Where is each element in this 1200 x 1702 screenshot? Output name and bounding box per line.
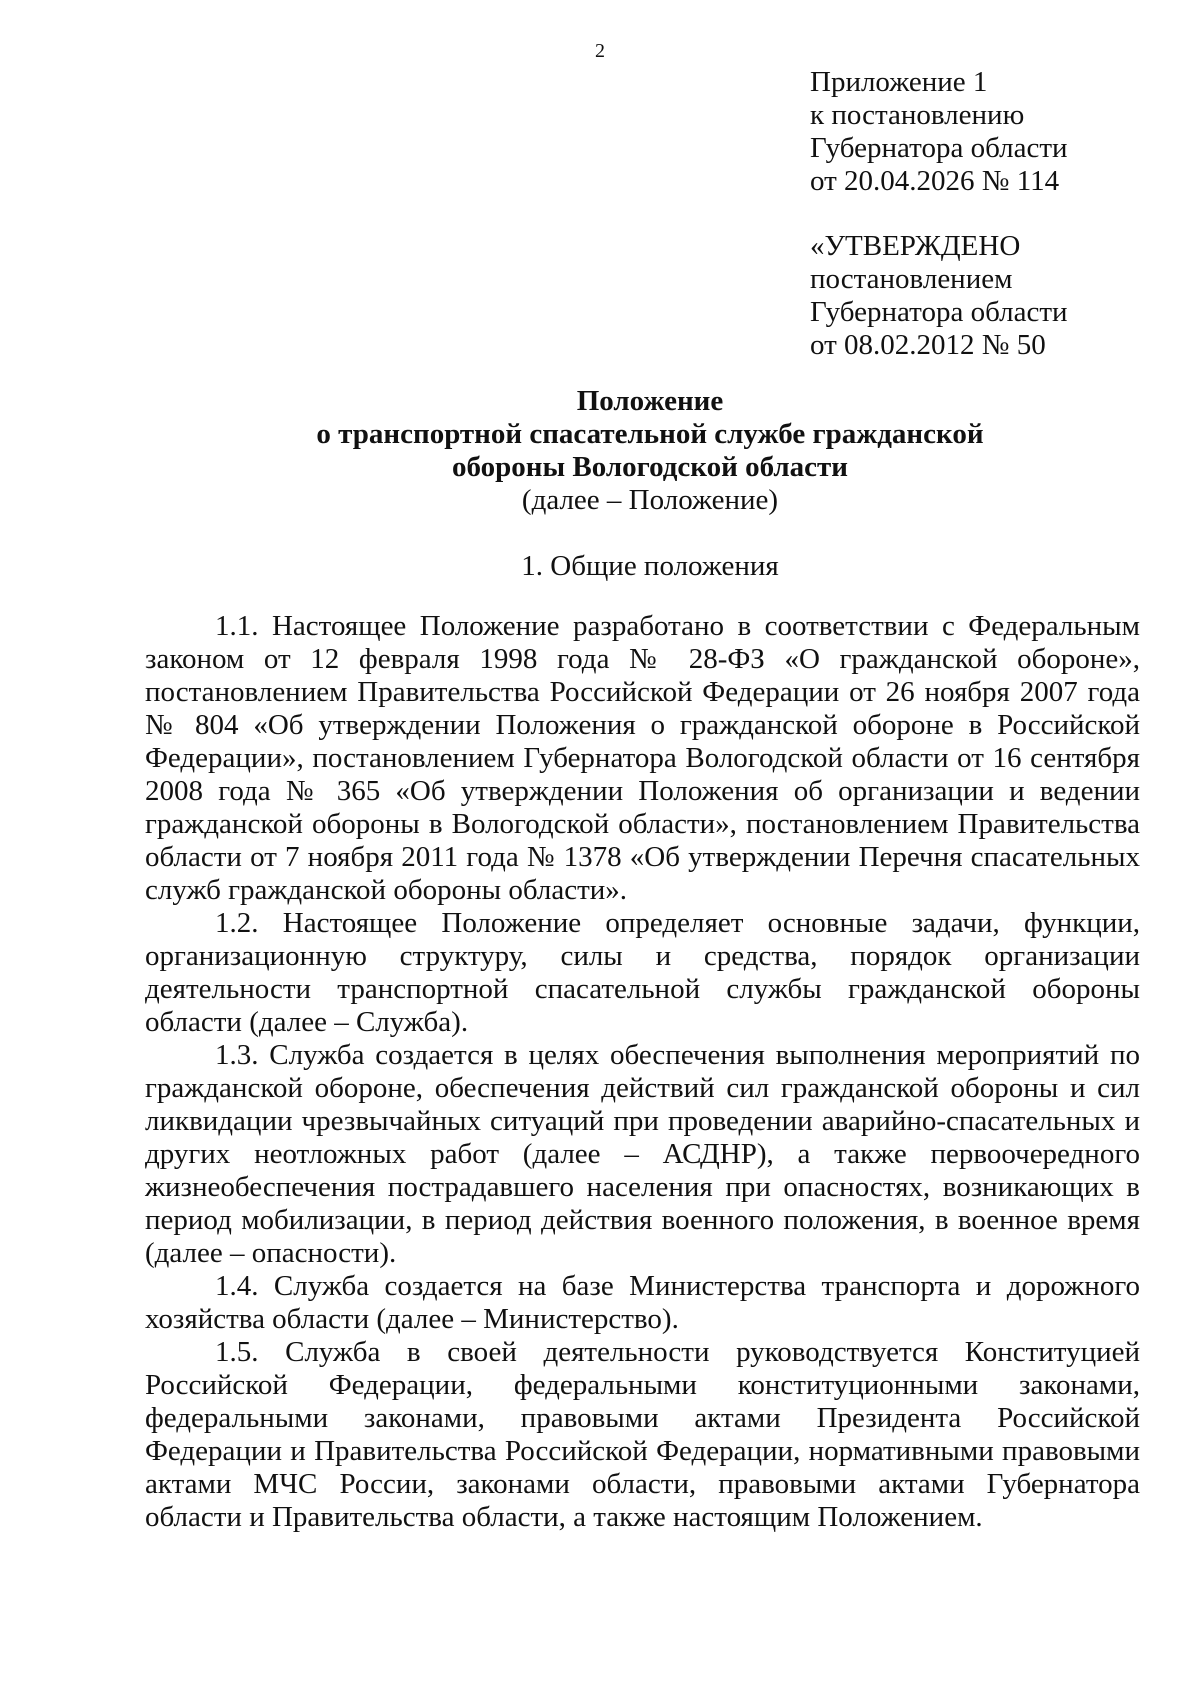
appendix-line: Губернатора области (810, 132, 1068, 164)
paragraph: 1.2. Настоящее Положение определяет основные задачи, функции, организационную структуру, силы и средства, порядок организации деятельности транспортной спасательной службы гражданской обороны области (далее – Служба). (145, 907, 1140, 1038)
title-line: Положение (576, 385, 724, 417)
approved-block (810, 230, 1068, 362)
title-line: обороны Вологодской области (452, 451, 848, 483)
title-line: о транспортной спасательной службе гражданской (316, 418, 984, 450)
appendix-line: от 20.04.2026 № 114 (810, 165, 1060, 197)
paragraph: 1.1. Настоящее Положение разработано в соответствии с Федеральным законом от 12 февраля 1998 года № 28-ФЗ «О гражданской обороне», постановлением Правительства Российской Федерации от 26 ноября 2007 года № 804 «Об утверждении Положения о гражданской обороне в Российской Федерации», постановлением Губернатора Вологодской области от 16 сентября 2008 года № 365 «Об утверждении Положения об организации и ведении гражданской обороны в Вологодской области», постановлением Правительства области от 7 ноября 2011 года № 1378 «Об утверждении Перечня спасательных служб гражданской обороны области». (145, 610, 1140, 906)
approved-line: постановлением (810, 263, 1013, 295)
approved-line: Губернатора области (810, 296, 1068, 328)
document-title (0, 385, 1200, 517)
document-body (145, 610, 1140, 1534)
paragraph: 1.3. Служба создается в целях обеспечения выполнения мероприятий по гражданской обороне, обеспечения действий сил гражданской обороны и сил ликвидации чрезвычайных ситуаций при проведении аварийно-спасательных и других неотложных работ (далее – АСДНР), а также первоочередного жизнеобеспечения пострадавшего населения при опасностях, возникающих в период мобилизации, в период действия военного положения, в военное время (далее – опасности). (145, 1039, 1140, 1269)
page-number: 2 (595, 40, 605, 62)
approved-line: от 08.02.2012 № 50 (810, 329, 1046, 361)
appendix-line: Приложение 1 (810, 66, 988, 98)
paragraph: 1.4. Служба создается на базе Министерства транспорта и дорожного хозяйства области (далее – Министерство). (145, 1270, 1140, 1335)
paragraph: 1.5. Служба в своей деятельности руководствуется Конституцией Российской Федерации, федеральными конституционными законами, федеральными законами, правовыми актами Президента Российской Федерации и Правительства Российской Федерации, нормативными правовыми актами МЧС России, законами области, правовыми актами Губернатора области и Правительства области, а также настоящим Положением. (145, 1336, 1140, 1533)
approved-line: «УТВЕРЖДЕНО (810, 230, 1021, 262)
appendix-line: к постановлению (810, 99, 1025, 131)
title-subline: (далее – Положение) (521, 484, 779, 516)
appendix-block (810, 66, 1068, 198)
section-heading: 1. Общие положения (521, 550, 779, 582)
